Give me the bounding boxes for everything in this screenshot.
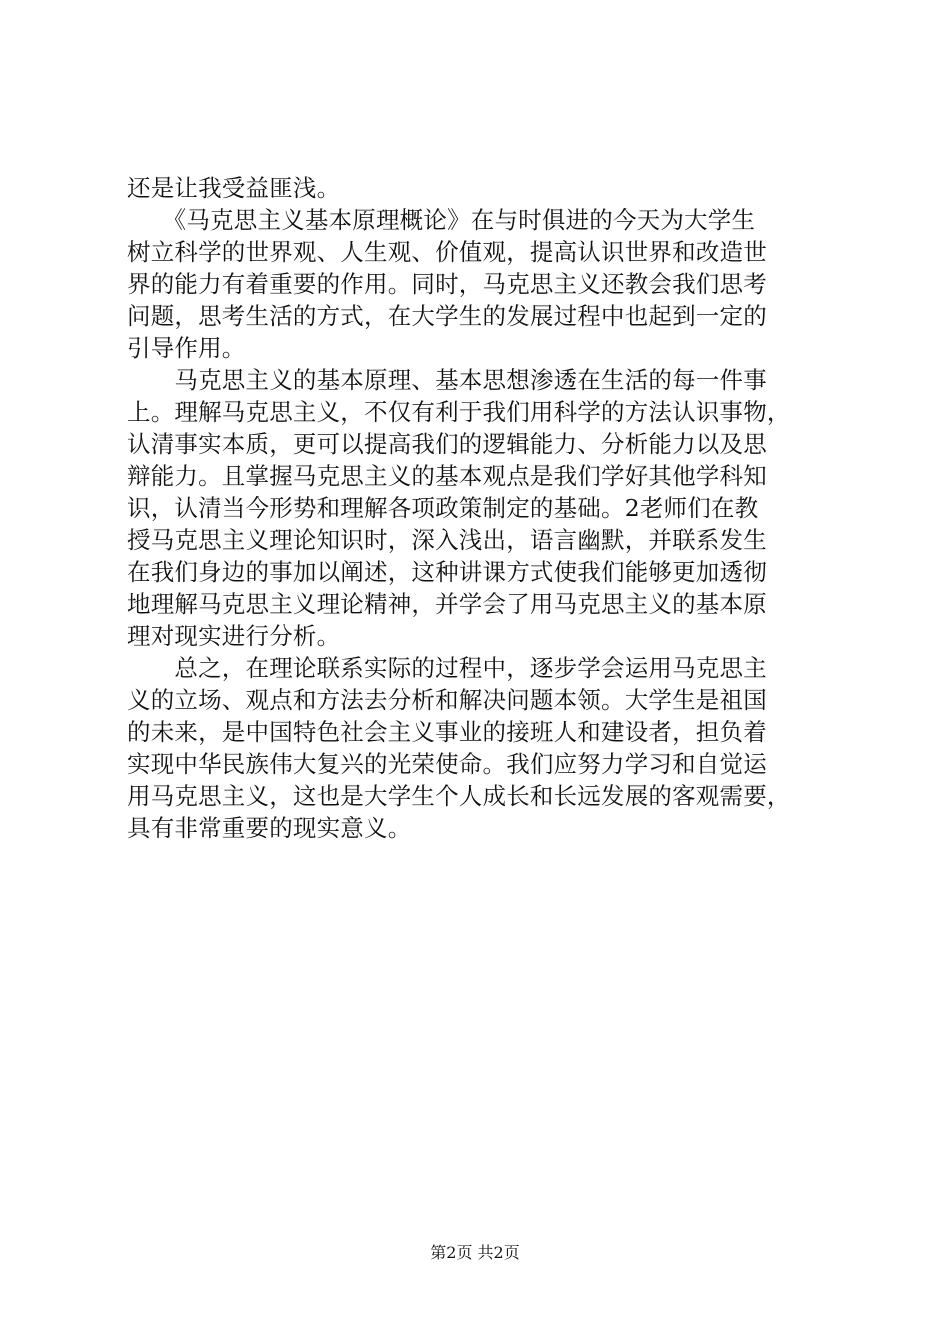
text-line: 上。理解马克思主义，不仅有利于我们用科学的方法认识事物，: [127, 398, 791, 426]
text-line: 《马克思主义基本原理概论》在与时俱进的今天为大学生: [127, 206, 756, 234]
text-line: 具有非常重要的现实意义。: [127, 814, 412, 842]
text-line: 在我们身边的事加以阐述，这种讲课方式使我们能够更加透彻: [127, 558, 767, 586]
text-line: 界的能力有着重要的作用。同时，马克思主义还教会我们思考: [127, 270, 767, 298]
text-line: 用马克思主义，这也是大学生个人成长和长远发展的客观需要，: [127, 782, 791, 810]
text-line: 问题，思考生活的方式，在大学生的发展过程中也起到一定的: [127, 302, 767, 330]
body-text: [127, 172, 827, 844]
text-line: 义的立场、观点和方法去分析和解决问题本领。大学生是祖国: [127, 686, 767, 714]
page-number: 第2页 共2页: [430, 1243, 520, 1262]
text-line: 理对现实进行分析。: [127, 622, 341, 650]
text-line: 实现中华民族伟大复兴的光荣使命。我们应努力学习和自觉运: [127, 750, 767, 778]
text-line: 授马克思主义理论知识时，深入浅出，语言幽默，并联系发生: [127, 526, 767, 554]
text-line: 的未来，是中国特色社会主义事业的接班人和建设者，担负着: [127, 718, 767, 746]
text-line: 辩能力。且掌握马克思主义的基本观点是我们学好其他学科知: [127, 462, 767, 490]
text-line: 还是让我受益匪浅。: [127, 174, 341, 202]
text-line: 地理解马克思主义理论精神，并学会了用马克思主义的基本原: [127, 590, 767, 618]
text-line: 树立科学的世界观、人生观、价值观，提高认识世界和改造世: [127, 238, 767, 266]
text-line: 识，认清当今形势和理解各项政策制定的基础。2老师们在教: [127, 494, 759, 522]
text-line: 认清事实本质，更可以提高我们的逻辑能力、分析能力以及思: [127, 430, 767, 458]
text-line: 马克思主义的基本原理、基本思想渗透在生活的每一件事: [127, 366, 767, 394]
text-line: 总之，在理论联系实际的过程中，逐步学会运用马克思主: [127, 654, 767, 682]
text-line: 引导作用。: [127, 334, 246, 362]
